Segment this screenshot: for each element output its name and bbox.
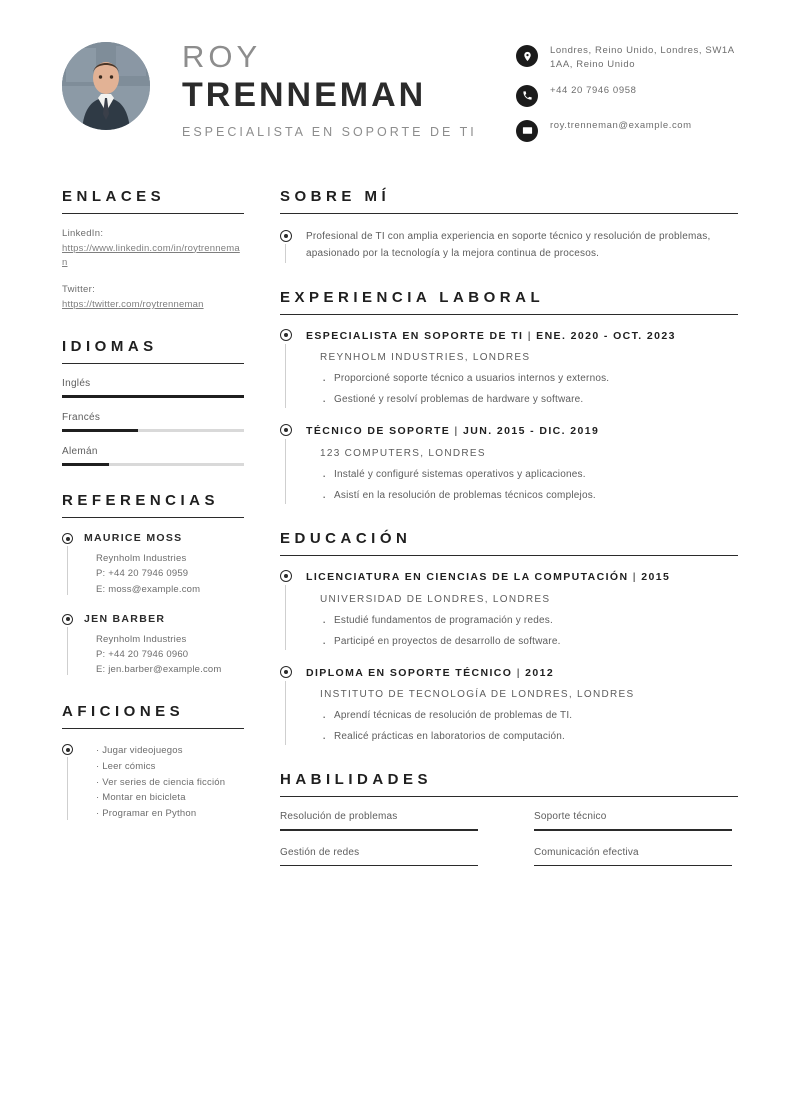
reference-phone: P: +44 20 7946 0960 xyxy=(96,649,189,661)
timeline-line xyxy=(285,344,286,409)
languages-title: IDIOMAS xyxy=(62,338,158,356)
experience-dates: JUN. 2015 - DIC. 2019 xyxy=(463,425,600,438)
twitter-link[interactable]: https://twitter.com/roytrenneman xyxy=(62,299,204,311)
section-experience xyxy=(280,289,738,504)
experience-heading xyxy=(306,329,738,344)
bullet-dot-icon xyxy=(280,424,292,436)
bullet-dot-icon xyxy=(62,533,73,544)
email-text: roy.trenneman@example.com xyxy=(550,119,692,131)
experience-bullets xyxy=(306,467,738,504)
hobbies-list xyxy=(84,743,244,821)
experience-bullets xyxy=(306,371,738,408)
hobbies-title: AFICIONES xyxy=(62,703,185,721)
link-label: LinkedIn: xyxy=(62,227,104,239)
language-level-bar xyxy=(62,395,244,398)
link-label: Twitter: xyxy=(62,284,96,296)
divider xyxy=(62,728,244,729)
divider xyxy=(280,555,738,556)
education-school: INSTITUTO DE TECNOLOGÍA DE LONDRES, LONDRES xyxy=(320,689,635,701)
first-name: ROY xyxy=(182,39,262,74)
phone-text: +44 20 7946 0958 xyxy=(550,84,637,96)
phone-icon xyxy=(516,85,538,107)
experience-role: TÉCNICO DE SOPORTE xyxy=(306,425,451,438)
list-item: · Realicé prácticas en laboratorios de computación. xyxy=(320,729,738,745)
divider xyxy=(280,213,738,214)
list-item: · Estudié fundamentos de programación y redes. xyxy=(320,613,738,629)
contact-email xyxy=(516,119,738,142)
section-references xyxy=(62,492,244,677)
separator: | xyxy=(527,329,532,342)
section-links xyxy=(62,188,244,313)
experience-item xyxy=(280,329,738,409)
skill-bar xyxy=(534,865,732,867)
list-item: · Leer cómics xyxy=(96,759,244,775)
address-text: Londres, Reino Unido, Londres, SW1A 1AA, Reino Unido xyxy=(550,45,735,70)
reference-company: Reynholm Industries xyxy=(96,553,187,565)
avatar-photo xyxy=(62,42,150,130)
contact-block xyxy=(516,38,738,154)
email-icon xyxy=(516,120,538,142)
divider xyxy=(280,796,738,797)
name-block xyxy=(150,38,516,141)
bullet-dot-icon xyxy=(62,614,73,625)
skill-item xyxy=(280,847,478,867)
list-item: · Aprendí técnicas de resolución de problemas de TI. xyxy=(320,708,738,724)
resume-header xyxy=(0,0,794,154)
reference-phone: P: +44 20 7946 0959 xyxy=(96,568,189,580)
bullet-dot-icon xyxy=(280,570,292,582)
education-degree: LICENCIATURA EN CIENCIAS DE LA COMPUTACIÓN xyxy=(306,570,629,583)
skill-bar xyxy=(534,829,732,831)
links-title: ENLACES xyxy=(62,187,166,205)
divider xyxy=(62,363,244,364)
reference-name: JEN BARBER xyxy=(84,612,166,625)
list-item: · Montar en bicicleta xyxy=(96,790,244,806)
language-item xyxy=(62,446,244,466)
avatar xyxy=(62,42,150,130)
education-degree: DIPLOMA EN SOPORTE TÉCNICO xyxy=(306,666,513,679)
experience-company: 123 COMPUTERS, LONDRES xyxy=(320,447,486,459)
timeline-line xyxy=(285,244,286,263)
reference-name: MAURICE MOSS xyxy=(84,532,183,545)
education-item xyxy=(280,666,738,746)
reference-item xyxy=(62,532,244,597)
linkedin-link[interactable]: https://www.linkedin.com/in/roytrenneman xyxy=(62,242,240,268)
language-item xyxy=(62,412,244,432)
last-name: TRENNEMAN xyxy=(182,76,427,115)
section-skills xyxy=(280,771,738,882)
education-school: UNIVERSIDAD DE LONDRES, LONDRES xyxy=(320,593,551,605)
timeline-line xyxy=(285,681,286,746)
timeline-line xyxy=(67,627,68,676)
experience-item xyxy=(280,424,738,504)
education-item xyxy=(280,570,738,650)
education-heading xyxy=(306,666,738,681)
section-about xyxy=(280,188,738,263)
experience-dates: ENE. 2020 - OCT. 2023 xyxy=(536,329,676,342)
reference-item xyxy=(62,613,244,678)
education-bullets xyxy=(306,613,738,650)
skills-title: HABILIDADES xyxy=(280,771,433,789)
skill-name: Comunicación efectiva xyxy=(534,846,639,858)
experience-heading xyxy=(306,424,738,439)
skill-name: Resolución de problemas xyxy=(280,811,398,823)
timeline-line xyxy=(285,439,286,504)
section-hobbies xyxy=(62,703,244,821)
reference-email: E: moss@example.com xyxy=(96,583,201,595)
bullet-dot-icon xyxy=(62,744,73,755)
section-languages xyxy=(62,338,244,466)
about-text: Profesional de TI con amplia experiencia en soporte técnico y resolución de problemas, apasionado por la tecnología y la mejora continua de procesos. xyxy=(306,230,711,260)
language-name: Francés xyxy=(62,412,101,424)
language-name: Alemán xyxy=(62,446,98,458)
about-title: SOBRE MÍ xyxy=(280,187,391,205)
contact-phone xyxy=(516,84,738,107)
education-heading xyxy=(306,570,738,585)
contact-address xyxy=(516,44,738,72)
skill-bar xyxy=(280,829,478,831)
experience-company: REYNHOLM INDUSTRIES, LONDRES xyxy=(320,352,531,364)
education-title: EDUCACIÓN xyxy=(280,529,412,547)
skill-name: Gestión de redes xyxy=(280,846,360,858)
education-dates: 2012 xyxy=(525,666,555,679)
link-item xyxy=(62,284,244,312)
separator: | xyxy=(516,666,521,679)
skill-item xyxy=(280,811,478,831)
list-item: · Jugar videojuegos xyxy=(96,743,244,759)
separator: | xyxy=(632,570,637,583)
reference-email: E: jen.barber@example.com xyxy=(96,664,222,676)
list-item: · Gestioné y resolví problemas de hardware y software. xyxy=(320,392,738,408)
list-item: · Participé en proyectos de desarrollo de software. xyxy=(320,634,738,650)
bullet-dot-icon xyxy=(280,666,292,678)
separator: | xyxy=(454,425,459,438)
timeline-line xyxy=(67,546,68,595)
resume-body xyxy=(0,154,794,909)
language-level-bar xyxy=(62,463,244,466)
bullet-dot-icon xyxy=(280,329,292,341)
skill-item xyxy=(534,811,732,831)
job-title: ESPECIALISTA EN SOPORTE DE TI xyxy=(182,125,477,140)
education-bullets xyxy=(306,708,738,745)
divider xyxy=(280,314,738,315)
right-column xyxy=(244,188,738,909)
language-item xyxy=(62,378,244,398)
list-item: · Proporcioné soporte técnico a usuarios internos y externos. xyxy=(320,371,738,387)
divider xyxy=(62,213,244,214)
education-dates: 2015 xyxy=(641,570,671,583)
experience-role: ESPECIALISTA EN SOPORTE DE TI xyxy=(306,329,524,342)
hobbies-block xyxy=(62,743,244,821)
link-item xyxy=(62,228,244,271)
experience-title: EXPERIENCIA LABORAL xyxy=(280,288,545,306)
list-item: · Instalé y configuré sistemas operativos y aplicaciones. xyxy=(320,467,738,483)
divider xyxy=(62,517,244,518)
list-item: · Programar en Python xyxy=(96,806,244,822)
bullet-dot-icon xyxy=(280,230,292,242)
language-level-bar xyxy=(62,429,244,432)
list-item: · Ver series de ciencia ficción xyxy=(96,775,244,791)
list-item: · Asistí en la resolución de problemas técnicos complejos. xyxy=(320,488,738,504)
skill-name: Soporte técnico xyxy=(534,811,607,823)
left-column xyxy=(62,188,244,909)
section-education xyxy=(280,530,738,745)
location-icon xyxy=(516,45,538,67)
timeline-line xyxy=(285,585,286,650)
skill-bar xyxy=(280,865,478,867)
about-row xyxy=(280,228,738,263)
skills-grid xyxy=(280,811,738,882)
skill-item xyxy=(534,847,732,867)
language-name: Inglés xyxy=(62,378,91,390)
references-title: REFERENCIAS xyxy=(62,492,220,510)
reference-company: Reynholm Industries xyxy=(96,633,187,645)
timeline-line xyxy=(67,757,68,819)
